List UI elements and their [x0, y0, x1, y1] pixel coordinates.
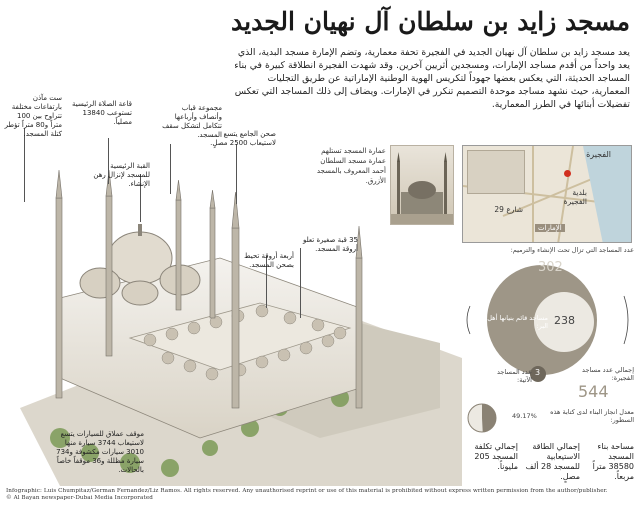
stat-cost: إجمالي تكلفة المسجد 205 مليوناً.	[474, 442, 518, 471]
credits-line-2: © Al Bayan newspaper-Dubai Media Incorporated	[6, 495, 153, 501]
credits-footer	[6, 488, 634, 502]
location-pin-icon	[564, 170, 571, 177]
callout-main-dome: القبة الرئيسية للمسجد لإنزال رهن الإنشاء.	[93, 162, 150, 188]
stat-total-label: إجمالي عدد مساجد الفجيرة:	[582, 366, 634, 382]
stat-percent: 49.17%	[512, 412, 537, 420]
stat-upcoming: 3	[535, 368, 541, 377]
completion-gauge	[482, 404, 496, 432]
credits-line-1: Infographic: Luis Chumpitaz/German Fernandez/Liz Ramos. All rights reserved. Any unauthorised reprint or use of this material is prohibited without express written permission from the author/publisher.	[6, 488, 608, 494]
callout-minarets: ست مآذن بارتفاعات مختلفة تتراوح بين 100 متراً و80 متراً تؤطر كتلة المسجد.	[4, 94, 62, 138]
region-inset-map	[467, 150, 525, 194]
map-label-street: شارع 29	[494, 205, 523, 214]
callout-small-domes: 35 قبة صغيرة تعلو أروقة المسجد.	[302, 236, 358, 253]
stat-total-large: 302	[538, 260, 563, 275]
intro-paragraph: يعد مسجد زايد بن سلطان آل نهيان الجديد في الفجيرة تحفة معمارية، وتضم الإمارة مسجد البدية، الذي يعد واحداً من أقدم مساجد الإمارات، ومسجدين أثريين آخرين. وقد شهدت الفجيرة انطلاقة كبيرة في بناء المساجد الحديثة، التي يعكس بعضها جهوداً لتكريس الهوية الوطنية الإماراتية عن طريق التجليات المعمارية، حيث نشهد مساجد موحدة التصميم تنكرر في الإمارات. ويضاف إلى ذلك المساجد التي تعكس تفضيلات أبنائها في الطرز المعمارية.	[234, 47, 630, 110]
map-label-country: الإمارات	[535, 224, 565, 232]
callout-prayer-hall: قاعة الصلاة الرئيسية تستوعب 13840 مصلياً.	[72, 100, 132, 126]
stat-capacity: إجمالي الطاقة الاستيعابية للمسجد 28 ألف مصلٍ.	[525, 442, 580, 481]
location-map	[462, 145, 632, 243]
stat-upcoming-label: عدد المساجد الآتية:	[496, 368, 532, 384]
mosque-stats-panel	[462, 256, 634, 434]
photo-caption: عمارة المسجد تستلهم عمارة مسجد السلطان أحمد المعروف بالمسجد الأزرق.	[316, 147, 386, 185]
callout-parking: موقف عملاق للسيارات يتسع لاستيعاب 3744 سيارة منها 3010 سيارات مكشوفة و734 سيارة مظللة و36 موقفاً خاصاً بالحالات.	[56, 430, 144, 474]
stat-in-use: 238	[554, 314, 575, 327]
mosque-illustration	[0, 94, 462, 486]
callout-courtyard: صحن الجامع يتسع لاستيعاب 2500 مصلٍ.	[210, 130, 276, 147]
callout-arcades: أربعة أروقة تحيط بصحن المسجد.	[244, 252, 294, 269]
stat-percent-label: معدل انجاز البناء لدى كتابة هذه السطور:	[550, 408, 634, 424]
map-label-city: الفجيرة	[586, 150, 611, 159]
stat-in-use-label: مساجد قائم بنيانها أهل البر:	[487, 314, 548, 330]
stat-total: 544	[578, 382, 609, 401]
map-label-region: بلدية الفجيرة	[563, 188, 587, 206]
stat-area: مساحة بناء المسجد 38580 متراً مربعاً.	[592, 442, 634, 481]
stats-title: عدد المساجد التي تزال تحت الإنشاء والترميم:	[510, 246, 634, 254]
callout-domes-group: مجموعة قباب وأنصاف وأرباعها تتكامل لتشكل سقف المسجد.	[162, 104, 222, 139]
page-title: مسجد زايد بن سلطان آل نهيان الجديد	[231, 7, 630, 36]
